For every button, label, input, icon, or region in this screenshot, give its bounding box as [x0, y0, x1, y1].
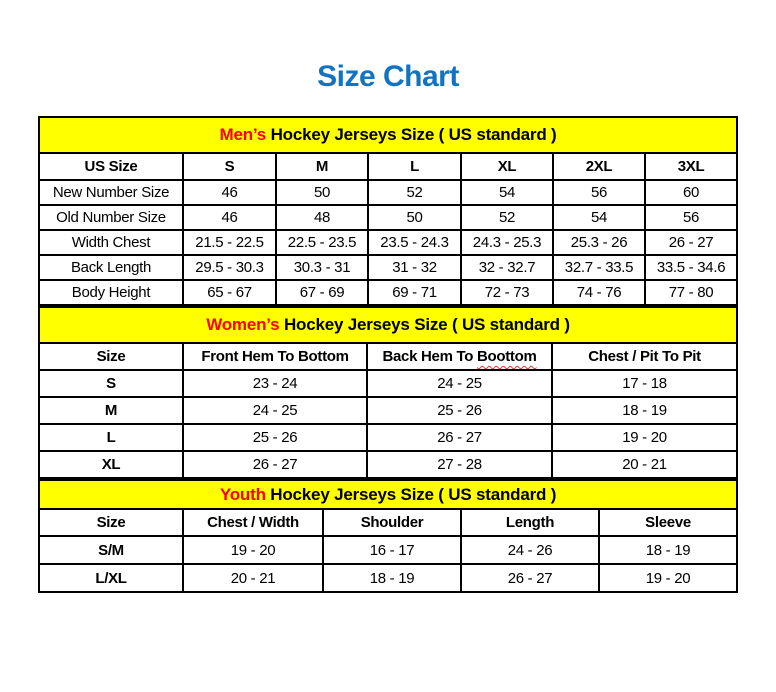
value-cell: 20 - 21: [183, 564, 323, 592]
value-cell: 60: [645, 180, 737, 205]
value-cell: 24 - 26: [461, 536, 599, 564]
value-cell: 24 - 25: [183, 397, 367, 424]
value-cell: 24.3 - 25.3: [461, 230, 553, 255]
youth-section-band: [39, 480, 737, 509]
column-header: Length: [461, 509, 599, 536]
column-header: XL: [461, 153, 553, 180]
table-row: [39, 536, 737, 564]
column-header: Chest / Width: [183, 509, 323, 536]
value-cell: 25 - 26: [367, 397, 552, 424]
column-header: 2XL: [553, 153, 645, 180]
column-header: Back Hem To Boottom: [367, 343, 552, 370]
value-cell: 32 - 32.7: [461, 255, 553, 280]
value-cell: 56: [553, 180, 645, 205]
value-cell: 77 - 80: [645, 280, 737, 305]
value-cell: 18 - 19: [552, 397, 737, 424]
value-cell: 46: [183, 205, 276, 230]
column-header: M: [276, 153, 368, 180]
value-cell: 69 - 71: [368, 280, 461, 305]
mens-section-band: [39, 117, 737, 153]
value-cell: 56: [645, 205, 737, 230]
row-label: L/XL: [39, 564, 183, 592]
youth-band-text: Hockey Jerseys Size ( US standard ): [265, 484, 557, 504]
table-row: [39, 230, 737, 255]
value-cell: 19 - 20: [599, 564, 737, 592]
table-row: [39, 180, 737, 205]
row-label: S: [39, 370, 183, 397]
column-header: 3XL: [645, 153, 737, 180]
value-cell: 26 - 27: [367, 424, 552, 451]
column-header: Sleeve: [599, 509, 737, 536]
column-header: Size: [39, 343, 183, 370]
value-cell: 26 - 27: [183, 451, 367, 478]
row-label: Width Chest: [39, 230, 183, 255]
value-cell: 31 - 32: [368, 255, 461, 280]
row-label: L: [39, 424, 183, 451]
youth-band-highlight: Youth: [219, 484, 266, 504]
page-title: Size Chart: [317, 60, 459, 93]
value-cell: 29.5 - 30.3: [183, 255, 276, 280]
value-cell: 33.5 - 34.6: [645, 255, 737, 280]
value-cell: 23.5 - 24.3: [368, 230, 461, 255]
table-row: [39, 564, 737, 592]
value-cell: 54: [461, 180, 553, 205]
womens-band-text: Hockey Jerseys Size ( US standard ): [279, 315, 570, 334]
value-cell: 25.3 - 26: [553, 230, 645, 255]
value-cell: 67 - 69: [276, 280, 368, 305]
value-cell: 50: [368, 205, 461, 230]
row-label: Back Length: [39, 255, 183, 280]
column-header: Shoulder: [323, 509, 461, 536]
value-cell: 21.5 - 22.5: [183, 230, 276, 255]
value-cell: 18 - 19: [599, 536, 737, 564]
value-cell: 27 - 28: [367, 451, 552, 478]
value-cell: 24 - 25: [367, 370, 552, 397]
value-cell: 72 - 73: [461, 280, 553, 305]
value-cell: 19 - 20: [552, 424, 737, 451]
table-row: [39, 397, 737, 424]
row-label: XL: [39, 451, 183, 478]
column-header: L: [368, 153, 461, 180]
value-cell: 52: [368, 180, 461, 205]
row-label: New Number Size: [39, 180, 183, 205]
youth-size-table: [38, 479, 738, 593]
table-row: [39, 205, 737, 230]
womens-band-highlight: Women’s: [206, 315, 280, 334]
column-header: S: [183, 153, 276, 180]
value-cell: 65 - 67: [183, 280, 276, 305]
table-row: [39, 280, 737, 305]
row-label: Old Number Size: [39, 205, 183, 230]
column-header: Size: [39, 509, 183, 536]
value-cell: 30.3 - 31: [276, 255, 368, 280]
value-cell: 23 - 24: [183, 370, 367, 397]
column-header: Front Hem To Bottom: [183, 343, 367, 370]
row-label: M: [39, 397, 183, 424]
row-label: Body Height: [39, 280, 183, 305]
value-cell: 19 - 20: [183, 536, 323, 564]
value-cell: 74 - 76: [553, 280, 645, 305]
table-row: [39, 370, 737, 397]
value-cell: 54: [553, 205, 645, 230]
row-label: S/M: [39, 536, 183, 564]
mens-size-table: [38, 116, 738, 306]
size-tables-container: [38, 116, 736, 593]
value-cell: 46: [183, 180, 276, 205]
value-cell: 50: [276, 180, 368, 205]
mens-band-highlight: Men’s: [219, 125, 267, 144]
value-cell: 25 - 26: [183, 424, 367, 451]
value-cell: 22.5 - 23.5: [276, 230, 368, 255]
value-cell: 52: [461, 205, 553, 230]
value-cell: 16 - 17: [323, 536, 461, 564]
value-cell: 26 - 27: [645, 230, 737, 255]
column-header: Chest / Pit To Pit: [552, 343, 737, 370]
mens-band-text: Hockey Jerseys Size ( US standard ): [266, 125, 557, 144]
table-row: [39, 451, 737, 478]
value-cell: 17 - 18: [552, 370, 737, 397]
table-row: [39, 424, 737, 451]
value-cell: 48: [276, 205, 368, 230]
value-cell: 32.7 - 33.5: [553, 255, 645, 280]
misspelled-word: Boottom: [476, 348, 537, 365]
value-cell: 20 - 21: [552, 451, 737, 478]
womens-section-band: [39, 307, 737, 343]
table-row: [39, 255, 737, 280]
value-cell: 26 - 27: [461, 564, 599, 592]
column-header: US Size: [39, 153, 183, 180]
womens-size-table: [38, 306, 738, 479]
value-cell: 18 - 19: [323, 564, 461, 592]
